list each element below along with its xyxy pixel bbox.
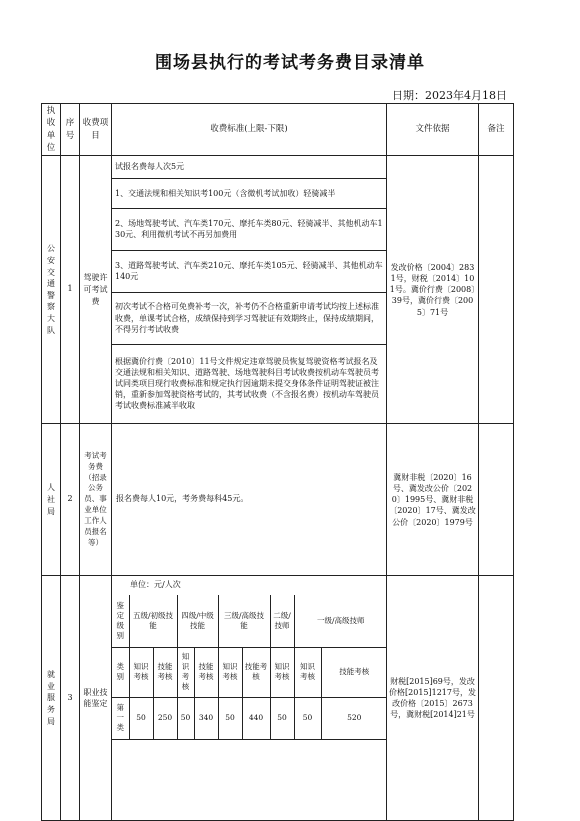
- standard-line: 3、道路驾驶考试、汽车类210元、摩托车类105元、轻骑减半、其他机动车140元: [112, 250, 386, 292]
- row1-dept: 公安交通警察大队: [42, 156, 61, 424]
- grid-value: 50: [177, 697, 194, 739]
- fee-table: [41, 103, 514, 821]
- row2-item: 考试考务费（招录公务员、事业单位工作人员报名等）: [80, 424, 112, 576]
- row1-standard: [112, 156, 387, 424]
- header-standard: 收费标准(上限-下限): [112, 104, 387, 156]
- row2-seq: 2: [61, 424, 80, 576]
- grid-value: 340: [194, 697, 218, 739]
- grid-knowledge: 知识考核: [270, 647, 294, 697]
- grid-level: 三级/高级技能: [218, 595, 270, 647]
- header-seq: 序号: [61, 104, 80, 156]
- row2-standard: 报名费每人10元，考务费每科45元。: [112, 424, 387, 576]
- header-docs: 文件依据: [387, 104, 479, 156]
- row1-item: 驾驶许可考试费: [80, 156, 112, 424]
- grid-value: 520: [321, 697, 387, 739]
- standard-line: 试报名费每人次5元: [112, 156, 386, 178]
- row3-item: 职业技能鉴定: [80, 576, 112, 821]
- row1-standard-lines: [112, 156, 386, 422]
- row2-docs: 冀财非税〔2020〕16号、冀发改公价〔2020〕1995号、冀财非税〔2020〕17号、冀发改公价〔2020〕1979号: [387, 424, 479, 576]
- grid-value: 250: [153, 697, 177, 739]
- row3-note: [479, 576, 514, 821]
- grid-category: 第一类: [112, 697, 129, 739]
- row1-seq: 1: [61, 156, 80, 424]
- table-row: [42, 576, 514, 821]
- header-note: 备注: [479, 104, 514, 156]
- page-title: 围场县执行的考试考务费目录清单: [155, 53, 425, 73]
- standard-line: 1、交通法规和相关知识考100元（含微机考试加收）轻骑减半: [112, 178, 386, 208]
- row3-docs: 财税[2015]69号，发改价格[2015]1217号，发改价格〔2015〕2673号，冀财税[2014]21号: [387, 576, 479, 821]
- header-item: 收费项目: [80, 104, 112, 156]
- grid-skill: 技能考核: [194, 647, 218, 697]
- row1-docs: 发改价格〔2004〕2831号，财税〔2014〕101号。冀价行费〔2008〕39号，冀价行费〔2005〕71号: [387, 156, 479, 424]
- table-header-row: [42, 104, 514, 156]
- grid-level: 五级/初级技能: [129, 595, 177, 647]
- grid-skill: 技能考核: [242, 647, 270, 697]
- grid-value: 50: [129, 697, 153, 739]
- grid-knowledge: 知识考核: [177, 647, 194, 697]
- row3-seq: 3: [61, 576, 80, 821]
- document-date: 日期：2023年4月18日: [392, 89, 507, 102]
- grid-level-label: 鉴定级别: [112, 595, 129, 647]
- skill-fee-grid: [112, 595, 387, 740]
- grid-skill: 技能考核: [153, 647, 177, 697]
- unit-label: 单位：元/人次: [130, 580, 181, 590]
- grid-type-label: 类别: [112, 647, 129, 697]
- grid-value: 50: [218, 697, 242, 739]
- grid-level: 二级/技师: [270, 595, 294, 647]
- grid-value: 50: [294, 697, 321, 739]
- header-dept: 执收单位: [42, 104, 61, 156]
- grid-value: 50: [270, 697, 294, 739]
- grid-knowledge: 知识考核: [129, 647, 153, 697]
- grid-level: 四级/中级技能: [177, 595, 218, 647]
- standard-line: 根据冀价行费〔2010〕11号文件规定违章驾驶员恢复驾驶资格考试报名及交通法规和相关知识、道路驾驶、场地驾驶科目考试收费按机动车驾驶员考试同类项目现行收费标准和规定执行因逾期未提交身体条件证明驾驶证被注销，重新参加驾驶资格考试的，其考试收费（不含报名费）按机动车驾驶员考试收费标准减半收取: [112, 344, 386, 422]
- grid-value: 440: [242, 697, 270, 739]
- grid-knowledge: 知识考核: [294, 647, 321, 697]
- standard-line: 初次考试不合格可免费补考一次，补考仍不合格重新申请考试均按上述标准收费，单课考试合格，成绩保持到学习驾驶证有效期终止，保持成绩期间，不得另行考试收费: [112, 292, 386, 344]
- standard-line: 2、场地驾驶考试、汽车类170元、摩托车类80元、轻骑减半、其他机动车130元、利用微机考试不再另加费用: [112, 208, 386, 250]
- row2-note: [479, 424, 514, 576]
- grid-level: 一级/高级技师: [294, 595, 387, 647]
- row1-note: [479, 156, 514, 424]
- table-row: [42, 424, 514, 576]
- row3-dept: 就业服务局: [42, 576, 61, 821]
- grid-skill: 技能考核: [321, 647, 387, 697]
- row3-standard: [112, 576, 387, 821]
- grid-knowledge: 知识考核: [218, 647, 242, 697]
- row2-dept: 人社局: [42, 424, 61, 576]
- table-row: [42, 156, 514, 424]
